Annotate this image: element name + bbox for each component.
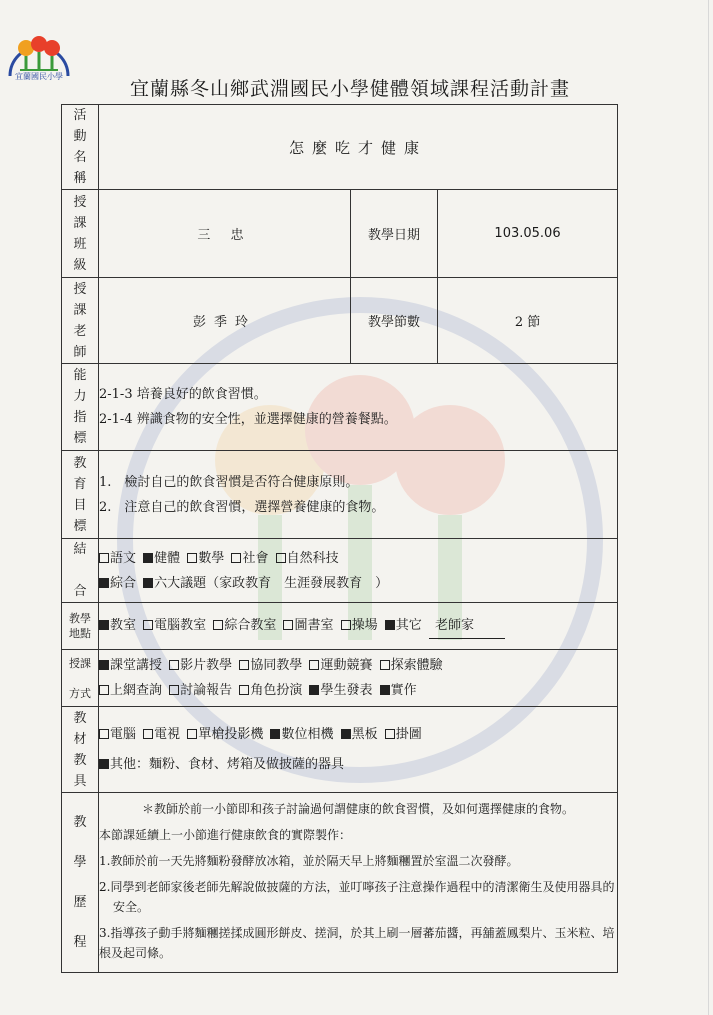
process-line: 1.教師於前一天先將麵粉發酵放冰箱，並於隔天早上將麵糰置於室溫二次發酵。 (99, 854, 519, 868)
checkbox-box[interactable] (385, 729, 395, 739)
class-row (62, 190, 618, 278)
checkbox-blackboard[interactable]: 黑板 (341, 727, 378, 742)
scan-edge (708, 0, 709, 1015)
checkbox-tv[interactable]: 電視 (143, 727, 180, 742)
checkbox-co-teaching[interactable]: 協同教學 (239, 658, 302, 673)
ability-row (62, 364, 618, 451)
checkbox-box[interactable] (341, 729, 351, 739)
checkbox-six-issues[interactable]: 六大議題（家政教育 生涯發展教育 ） (143, 576, 388, 591)
checkbox-box[interactable] (380, 685, 390, 695)
materials-row (62, 707, 618, 793)
checkbox-box[interactable] (385, 620, 395, 630)
checkbox-box[interactable] (99, 685, 109, 695)
checkbox-sports[interactable]: 運動競賽 (309, 658, 372, 673)
checkbox-box[interactable] (341, 620, 351, 630)
goals-row (62, 451, 618, 539)
integration-content (99, 539, 618, 603)
materials-content (99, 707, 618, 793)
ability-line: 2-1-4 辨識食物的安全性，並選擇健康的營養餐點。 (99, 412, 397, 427)
checkbox-box[interactable] (143, 553, 153, 563)
checkbox-box[interactable] (99, 620, 109, 630)
checkbox-box[interactable] (309, 660, 319, 670)
checkbox-multi-room[interactable]: 綜合教室 (213, 618, 276, 633)
checkbox-box[interactable] (380, 660, 390, 670)
checkbox-box[interactable] (99, 729, 109, 739)
method-options-row1 (99, 653, 617, 678)
checkbox-box[interactable] (187, 553, 197, 563)
date-label: 教學日期 (351, 190, 438, 278)
process-row (62, 793, 618, 973)
process-line: 2.同學到老師家後老師先解說做披薩的方法，並叮嚀孩子注意操作過程中的清潔衛生及使用器具的安全。 (99, 880, 615, 914)
checkbox-box[interactable] (309, 685, 319, 695)
checkbox-box[interactable] (276, 553, 286, 563)
checkbox-box[interactable] (99, 578, 109, 588)
checkbox-library[interactable]: 圖書室 (283, 618, 333, 633)
checkbox-health-pe[interactable]: 健體 (143, 551, 180, 566)
logo-flower-right (44, 40, 60, 56)
materials-other (99, 750, 617, 780)
location-label: 教學 地點 (62, 603, 99, 650)
method-options-row2 (99, 678, 617, 703)
checkbox-box[interactable] (231, 553, 241, 563)
other-location-value[interactable]: 老師家 (429, 613, 505, 639)
integration-options-row1 (99, 546, 617, 571)
checkbox-playground[interactable]: 操場 (341, 618, 378, 633)
process-label: 教 學 歷 程 (62, 793, 99, 973)
checkbox-online[interactable]: 上網查詢 (99, 683, 162, 698)
goal-line: 2. 注意自己的飲食習慣，選擇營養健康的食物。 (99, 499, 385, 515)
checkbox-box[interactable] (99, 759, 109, 769)
process-line: ＊教師於前一小節即和孩子討論過何謂健康的飲食習慣，及如何選擇健康的食物。 (142, 802, 575, 816)
date-value: 103.05.06 (438, 190, 618, 278)
location-content (99, 603, 618, 650)
integration-options-row2 (99, 571, 617, 596)
ability-content (99, 364, 618, 451)
checkbox-box[interactable] (213, 620, 223, 630)
method-row (62, 650, 618, 707)
process-content (99, 793, 618, 973)
checkbox-box[interactable] (187, 729, 197, 739)
teacher-label: 授 課 老 師 (62, 278, 99, 364)
checkbox-box[interactable] (239, 685, 249, 695)
materials-options-row1 (99, 720, 617, 750)
checkbox-math[interactable]: 數學 (187, 551, 224, 566)
goals-label: 教 育 目 標 (62, 451, 99, 539)
checkbox-society[interactable]: 社會 (231, 551, 268, 566)
checkbox-computer[interactable]: 電腦 (99, 727, 136, 742)
checkbox-other-location[interactable]: 其它 (385, 618, 422, 633)
teacher-name: 彭季玲 (99, 278, 351, 364)
checkbox-role-play[interactable]: 角色扮演 (239, 683, 302, 698)
lesson-plan-table (61, 104, 618, 973)
ability-label: 能 力 指 標 (62, 364, 99, 451)
checkbox-box[interactable] (169, 685, 179, 695)
checkbox-explore[interactable]: 探索體驗 (380, 658, 443, 673)
activity-row (62, 105, 618, 190)
goal-line: 1. 檢討自己的飲食習慣是否符合健康原則。 (99, 474, 359, 490)
checkbox-video[interactable]: 影片教學 (169, 658, 232, 673)
checkbox-presentation[interactable]: 學生發表 (309, 683, 372, 698)
activity-name: 怎麼吃才健康 (99, 105, 618, 190)
logo-caption: 宜蘭國民小學 (15, 72, 63, 81)
checkbox-box[interactable] (143, 578, 153, 588)
location-row (62, 603, 618, 650)
process-line: 本節課延續上一小節進行健康飲食的實際製作： (99, 828, 352, 842)
checkbox-box[interactable] (239, 660, 249, 670)
class-name: 三 忠 (99, 190, 351, 278)
checkbox-computer-room[interactable]: 電腦教室 (143, 618, 206, 633)
checkbox-box[interactable] (143, 729, 153, 739)
checkbox-box[interactable] (169, 660, 179, 670)
checkbox-projector[interactable]: 單槍投影機 (187, 727, 263, 742)
ability-line: 2-1-3 培養良好的飲食習慣。 (99, 387, 267, 402)
process-line: 3.指導孩子動手將麵糰搓揉成圓形餅皮、搓洞，於其上刷一層蕃茄醬，再舖蓋鳳梨片、玉米粒、培根及起司條。 (99, 926, 615, 960)
checkbox-box[interactable] (283, 620, 293, 630)
checkbox-box[interactable] (143, 620, 153, 630)
checkbox-box[interactable] (99, 660, 109, 670)
checkbox-integrated[interactable]: 綜合 (99, 576, 136, 591)
checkbox-discussion[interactable]: 討論報告 (169, 683, 232, 698)
checkbox-chart[interactable]: 掛圖 (385, 727, 422, 742)
integration-label: 結 合 (62, 539, 99, 603)
materials-label: 教 材 教 具 (62, 707, 99, 793)
goals-content (99, 451, 618, 539)
method-label: 授課 方式 (62, 650, 99, 707)
method-content (99, 650, 618, 707)
activity-label: 活 動 名 稱 (62, 105, 99, 190)
periods-value: 2 節 (438, 278, 618, 364)
checkbox-chinese[interactable]: 語文 (99, 551, 136, 566)
checkbox-practice[interactable]: 實作 (380, 683, 417, 698)
checkbox-other-materials[interactable]: 其他：麵粉、食材、烤箱及做披薩的器具 (99, 757, 344, 772)
checkbox-box[interactable] (270, 729, 280, 739)
class-label: 授 課 班 級 (62, 190, 99, 278)
page-title: 宜蘭縣冬山鄉武淵國民小學健體領域課程活動計畫 (129, 78, 570, 100)
checkbox-camera[interactable]: 數位相機 (270, 727, 333, 742)
integration-row (62, 539, 618, 603)
checkbox-classroom[interactable]: 教室 (99, 618, 136, 633)
teacher-row (62, 278, 618, 364)
checkbox-box[interactable] (99, 553, 109, 563)
checkbox-science[interactable]: 自然科技 (276, 551, 339, 566)
periods-label: 教學節數 (351, 278, 438, 364)
checkbox-lecture[interactable]: 課堂講授 (99, 658, 162, 673)
